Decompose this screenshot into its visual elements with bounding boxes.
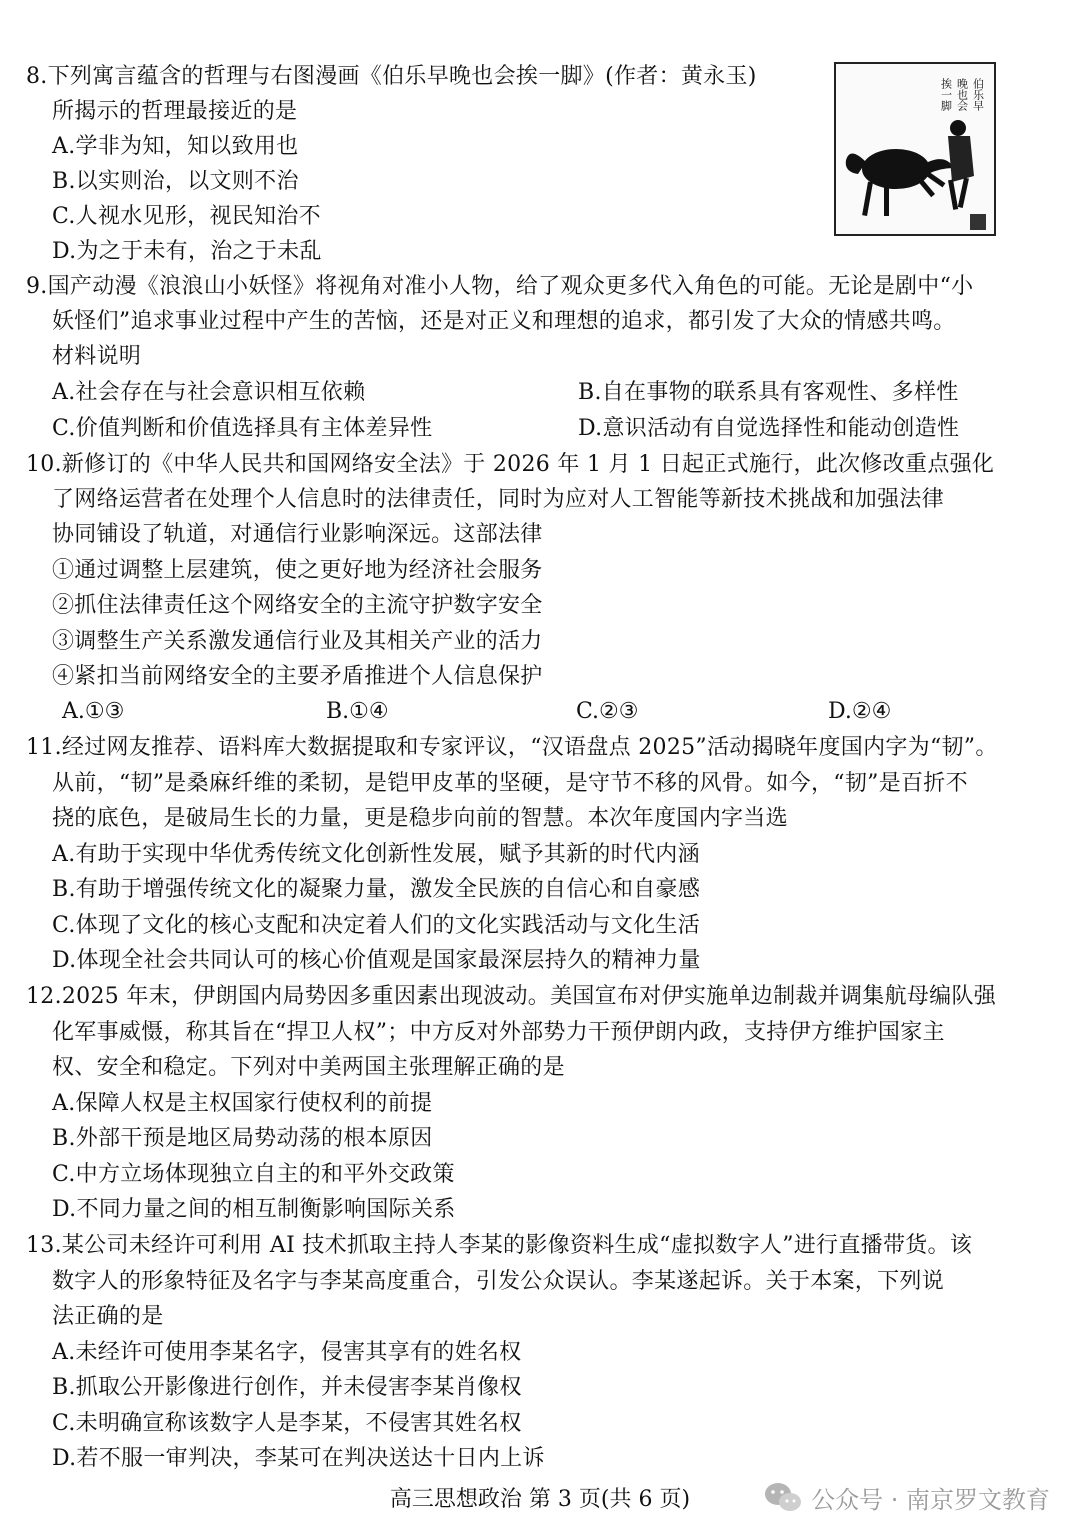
q12-stem-line2: 化军事威慑，称其旨在“捍卫人权”；中方反对外部势力干预伊朗内政，支持伊方维护国家主 (52, 1020, 945, 1045)
watermark-text: 公众号 · 南京罗文教育 (811, 1486, 1050, 1514)
comic-text-col2: 晚也会 (955, 78, 969, 111)
q9-option-a: A.社会存在与社会意识相互依赖 (52, 380, 366, 405)
q9-option-d: D.意识活动有自觉选择性和能动创造性 (578, 416, 960, 441)
watermark (763, 1480, 1050, 1515)
q10-option-a: A.①③ (62, 699, 125, 724)
q12-stem-line1: 12.2025 年末，伊朗国内局势因多重因素出现波动。美国宣布对伊实施单边制裁并调集航母编队强 (26, 984, 997, 1009)
q8-stem-line1: 8.下列寓言蕴含的哲理与右图漫画《伯乐早晚也会挨一脚》(作者：黄永玉) (26, 64, 757, 89)
q10-statement-2: ②抓住法律责任这个网络安全的主流守护数字安全 (52, 593, 543, 618)
q10-statement-1: ①通过调整上层建筑，使之更好地为经济社会服务 (52, 558, 543, 583)
q10-stem-line2: 了网络运营者在处理个人信息时的法律责任，同时为应对人工智能等新技术挑战和加强法律 (52, 487, 945, 512)
page-footer: 高三思想政治 第 3 页(共 6 页) (389, 1487, 691, 1512)
q10-statement-3: ③调整生产关系激发通信行业及其相关产业的活力 (52, 629, 543, 654)
q11-stem-line2: 从前，“韧”是桑麻纤维的柔韧，是铠甲皮革的坚硬，是守节不移的风骨。如今，“韧”是百折不 (52, 771, 968, 796)
q12-option-d: D.不同力量之间的相互制衡影响国际关系 (52, 1197, 456, 1222)
q9-stem-line1: 9.国产动漫《浪浪山小妖怪》将视角对准小人物，给了观众更多代入角色的可能。无论是剧中“小 (26, 274, 974, 299)
q13-option-b: B.抓取公开影像进行创作，并未侵害李某肖像权 (52, 1375, 522, 1400)
horse-kicking-man-icon (836, 64, 994, 234)
q12-stem-line3: 权、安全和稳定。下列对中美两国主张理解正确的是 (52, 1055, 565, 1080)
comic-image (834, 62, 996, 236)
q9-option-b: B.自在事物的联系具有客观性、多样性 (578, 380, 959, 405)
q9-stem-line2: 妖怪们”追求事业过程中产生的苦恼，还是对正义和理想的追求，都引发了大众的情感共鸣。 (52, 309, 956, 334)
comic-text-col3: 挨一脚 (939, 78, 953, 111)
q13-option-a: A.未经许可使用李某名字，侵害其享有的姓名权 (52, 1340, 522, 1365)
q11-stem-line3: 挠的底色，是破局生长的力量，更是稳步向前的智慧。本次年度国内字当选 (52, 806, 788, 831)
q12-option-c: C.中方立场体现独立自主的和平外交政策 (52, 1162, 455, 1187)
q9-stem-line3: 材料说明 (52, 344, 142, 369)
q13-stem-line2: 数字人的形象特征及名字与李某高度重合，引发公众误认。李某遂起诉。关于本案，下列说 (52, 1269, 945, 1294)
q13-stem-line1: 13.某公司未经许可利用 AI 技术抓取主持人李某的影像资料生成“虚拟数字人”进行直播带货。该 (26, 1233, 973, 1258)
q10-stem-line1: 10.新修订的《中华人民共和国网络安全法》于 2026 年 1 月 1 日起正式施行，此次修改重点强化 (26, 452, 995, 477)
q8-option-a: A.学非为知，知以致用也 (52, 134, 299, 159)
q8-option-d: D.为之于未有，治之于未乱 (52, 239, 322, 264)
q11-option-b: B.有助于增强传统文化的凝聚力量，激发全民族的自信心和自豪感 (52, 877, 701, 902)
q11-stem-line1: 11.经过网友推荐、语料库大数据提取和专家评议，“汉语盘点 2025”活动揭晓年度国内字为“韧”。 (26, 735, 998, 760)
q10-option-c: C.②③ (576, 699, 639, 724)
q12-option-a: A.保障人权是主权国家行使权利的前提 (52, 1091, 433, 1116)
q10-statement-4: ④紧扣当前网络安全的主要矛盾推进个人信息保护 (52, 664, 543, 689)
wechat-icon (763, 1481, 803, 1515)
q10-option-d: D.②④ (828, 699, 892, 724)
q10-option-b: B.①④ (326, 699, 389, 724)
q10-stem-line3: 协同铺设了轨道，对通信行业影响深远。这部法律 (52, 522, 543, 547)
q11-option-a: A.有助于实现中华优秀传统文化创新性发展，赋予其新的时代内涵 (52, 842, 700, 867)
q8-stem-line2: 所揭示的哲理最接近的是 (52, 99, 298, 124)
q11-option-c: C.体现了文化的核心支配和决定着人们的文化实践活动与文化生活 (52, 913, 701, 938)
q13-stem-line3: 法正确的是 (52, 1304, 164, 1329)
q13-option-c: C.未明确宣称该数字人是李某，不侵害其姓名权 (52, 1411, 522, 1436)
q11-option-d: D.体现全社会共同认可的核心价值观是国家最深层持久的精神力量 (52, 948, 701, 973)
q8-option-b: B.以实则治，以文则不治 (52, 169, 299, 194)
q12-option-b: B.外部干预是地区局势动荡的根本原因 (52, 1126, 433, 1151)
q9-option-c: C.价值判断和价值选择具有主体差异性 (52, 416, 433, 441)
comic-text-col1: 伯乐早 (971, 78, 985, 111)
q8-option-c: C.人视水见形，视民知治不 (52, 204, 321, 229)
q13-option-d: D.若不服一审判决，李某可在判决送达十日内上诉 (52, 1446, 545, 1471)
